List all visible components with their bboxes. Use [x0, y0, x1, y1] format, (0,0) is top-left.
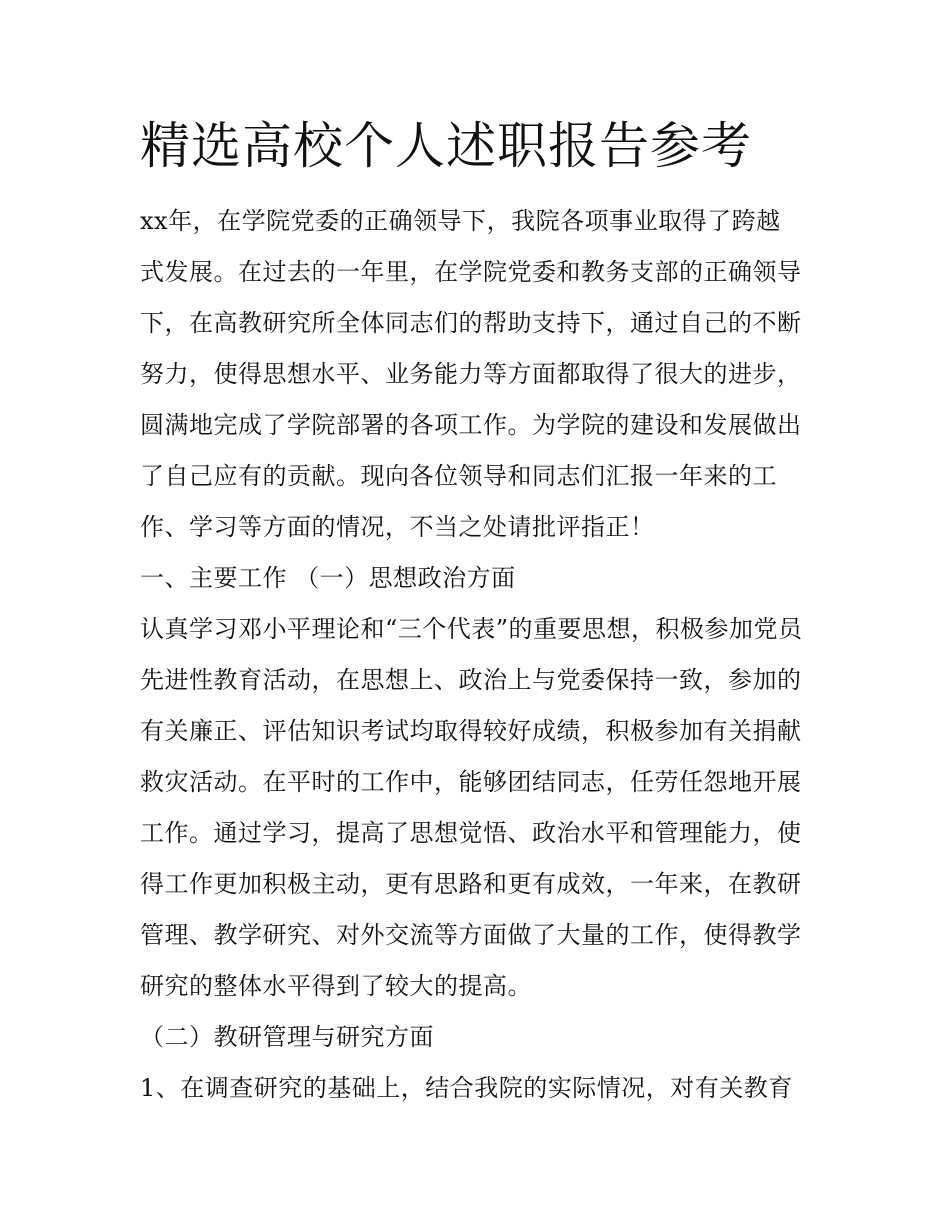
- body-line-9: 认真学习邓小平理论和“三个代表”的重要思想，积极参加党员: [140, 615, 803, 643]
- body-line-5: 圆满地完成了学院部署的各项工作。为学院的建设和发展做出: [140, 411, 802, 439]
- body-line-6: 了自己应有的贡献。现向各位领导和同志们汇报一年来的工: [140, 462, 777, 490]
- body-line-14: 得工作更加积极主动，更有思路和更有成效，一年来，在教研: [140, 870, 802, 898]
- section-heading-political: 一、主要工作 （一）思想政治方面: [140, 564, 516, 592]
- body-line-12: 救灾活动。在平时的工作中，能够团结同志，任劳任怨地开展: [140, 768, 802, 796]
- body-line-11: 有关廉正、评估知识考试均取得较好成绩，积极参加有关捐献: [140, 717, 802, 745]
- body-line-4: 努力，使得思想水平、业务能力等方面都取得了很大的进步，: [140, 360, 802, 388]
- body-line-18: 1、在调查研究的基础上，结合我院的实际情况，对有关教育: [140, 1074, 793, 1102]
- document-title: 精选高校个人述职报告参考: [140, 117, 752, 175]
- body-line-2: 式发展。在过去的一年里，在学院党委和教务支部的正确领导: [140, 258, 802, 286]
- body-line-3: 下，在高教研究所全体同志们的帮助支持下，通过自己的不断: [140, 309, 802, 337]
- body-line-7: 作、学习等方面的情况，不当之处请批评指正！: [140, 513, 655, 541]
- body-line-1: xx年，在学院党委的正确领导下，我院各项事业取得了跨越: [140, 207, 781, 235]
- body-line-13: 工作。通过学习，提高了思想觉悟、政治水平和管理能力，使: [140, 819, 802, 847]
- section-heading-research: （二）教研管理与研究方面: [140, 1023, 434, 1051]
- body-line-15: 管理、教学研究、对外交流等方面做了大量的工作，使得教学: [140, 921, 802, 949]
- body-line-16: 研究的整体水平得到了较大的提高。: [140, 972, 532, 1000]
- body-line-10: 先进性教育活动，在思想上、政治上与党委保持一致，参加的: [140, 666, 802, 694]
